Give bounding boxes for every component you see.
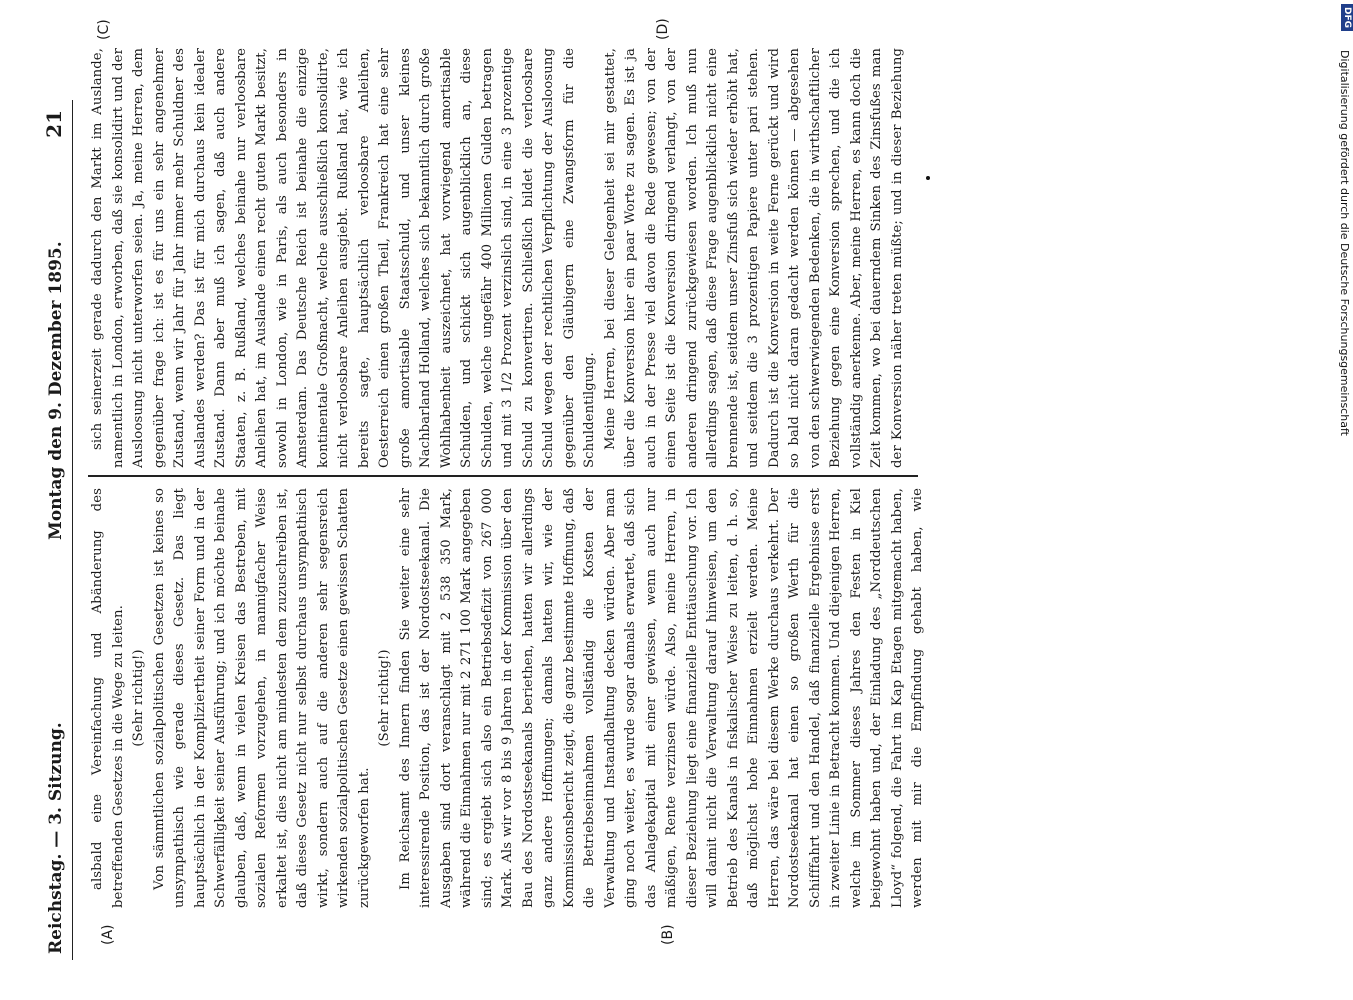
page-header [42, 100, 73, 960]
header-session: Reichstag. — 3. Sitzung. [46, 722, 66, 954]
paragraph: alsbald eine Vereinfachung und Abänderung des betreffenden Gesetzes in die Wege zu leiten. [90, 488, 126, 908]
interjection: (Sehr richtig!) [377, 649, 392, 747]
interjection: (Sehr richtig!) [131, 649, 146, 747]
print-speck [926, 176, 930, 180]
right-text-column [88, 48, 908, 468]
paragraph: Meine Herren, bei dieser Gelegenheit sei mir gestattet, über die Konversion hier ein paar Worte zu sagen. Es ist ja auch in der Presse viel davon die Rede gewesen; von der einen Seite ist die Konversion dringend verlangt, von der anderen dringend zurückgewiesen worden. Ich muß nun allerdings sagen, daß diese Frage augenblicklich nicht eine brennende ist, seitdem unser Zinsfuß sich wieder erhöht hat, und seitdem die 3 prozentigen Papiere unter pari stehen. Dadurch ist die Konversion in weite Ferne gerückt und wird so bald nicht daran gedacht werden können — abgesehen von den schwerwiegenden Bedenken, die in wirthschaftlicher Beziehung gegen eine Konversion sprechen, und die ich vollständig anerkenne. Aber, meine Herren, es kann doch die Zeit kommen, wo bei dauerndem Sinken des Zinsfußes man der Konversion näher treten müßte; und in dieser Beziehung [602, 48, 905, 468]
page-number: 21 [42, 110, 66, 138]
left-text-column [88, 488, 928, 908]
credit-text: Digitalisierung gefördert durch die Deutsche Forschungsgemeinschaft [1338, 50, 1351, 436]
margin-letter-a: (A) [100, 924, 116, 945]
margin-letter-b: (B) [660, 924, 676, 945]
header-date: Montag den 9. Dezember 1895. [46, 241, 66, 540]
paragraph: Von sämmtlichen sozialpolitischen Gesetzen ist keines so unsympathisch wie gerade dieses Gesetz. Das liegt hauptsächlich in der Kompliziertheit seiner Form und in der Schwerfälligkeit seiner Ausführung; und ich möchte beinahe glauben, daß, wenn in vielen Kreisen das Bestreben, mit sozialen Reformen vorzugehen, in mannigfacher Weise erkaltet ist, dies nicht am mindesten dem zuzuschreiben ist, daß dieses Gesetz nicht nur selbst durchaus unsympathisch wirkt, sondern auch auf die anderen sehr segensreich wirkenden sozialpolitischen Gesetze einen gewissen Schatten zurückgeworfen hat. [151, 488, 372, 908]
digitization-credit [1335, 0, 1353, 1000]
column-divider [88, 476, 918, 478]
margin-letter-d: (D) [655, 18, 671, 40]
margin-letter-c: (C) [96, 19, 112, 40]
paragraph: sich seinerzeit gerade dadurch den Markt im Auslande, namentlich in London, erworben, daß sie konsolidirt und der Ausloosung nicht unterworfen seien. Ja, meine Herren, dem gegenüber frage ich: ist es für uns ein sehr angenehmer Zustand, wenn wir Jahr für Jahr immer mehr Schuldner des Auslandes werden? Das ist für mich durchaus kein idealer Zustand. Dann aber muß ich sagen, daß auch andere Staaten, z. B. Rußland, welches beinahe nur verloosbare Anleihen hat, im Auslande einen recht guten Markt besitzt, sowohl in London, wie in Paris, als auch besonders in Amsterdam. Das Deutsche Reich ist beinahe die einzige kontinentale Großmacht, welche ausschließlich konsolidirte, nicht verloosbare Anleihen ausgiebt. Rußland hat, wie ich bereits sagte, hauptsächlich verloosbare Anleihen, Oesterreich einen großen Theil, Frankreich hat eine sehr große amortisable Staatsschuld, und unser kleines Nachbarland Holland, welches sich bekanntlich durch große Wohlhabenheit auszeichnet, hat vorwiegend amortisable Schulden, und schickt sich augenblicklich an, diese Schulden, welche ungefähr 400 Millionen Gulden betragen und mit 3 1/2 Prozent verzinslich sind, in eine 3 prozentige Schuld zu konvertiren. Schließlich bildet die verloosbare Schuld wegen der rechtlichen Verpflichtung der Ausloosung gegenüber den Gläubigern eine Zwangsform für die Schuldentilgung. [90, 48, 597, 468]
dfg-logo: DFG [1341, 4, 1353, 31]
paragraph: Im Reichsamt des Innern finden Sie weiter eine sehr interessirende Position, das ist der Nordostseekanal. Die Ausgaben sind dort veranschlagt mit 2 538 350 Mark, während die Einnahmen nur mit 2 271 100 Mark angegeben sind; es ergiebt sich also ein Betriebsdefizit von 267 000 Mark. Als wir vor 8 bis 9 Jahren in der Kommission über den Bau des Nordostseekanals beriethen, hatten wir allerdings ganz andere Hoffnungen; damals hatten wir, wie der Kommissionsbericht zeigt, die ganz bestimmte Hoffnung, daß die Betriebseinnahmen vollständig die Kosten der Verwaltung und Instandhaltung decken würden. Aber man ging noch weiter, es wurde sogar damals erwartet, daß sich das Anlagekapital mit einer gewissen, wenn auch nur mäßigen, Rente verzinsen würde. Also, meine Herren, in dieser Beziehung liegt eine finanzielle Enttäuschung vor. Ich will damit nicht die Verwaltung darauf hinweisen, um den Betrieb des Kanals in fiskalischer Weise zu leiten, d. h. so, daß möglichst hohe Einnahmen erzielt werden. Meine Herren, das wäre bei diesem Werke durchaus verkehrt. Der Nordostseekanal hat einen so großen Werth für die Schifffahrt und den Handel, daß finanzielle Ergebnisse erst in zweiter Linie in Betracht kommen. Und diejenigen Herren, welche im Sommer dieses Jahres den Festen in Kiel beigewohnt haben und, der Einladung des „Norddeutschen Lloyd“ folgend, die Fahrt im Kap Etagen mitgemacht haben, werden mit mir die Empfindung gehabt haben, wie [397, 488, 925, 908]
